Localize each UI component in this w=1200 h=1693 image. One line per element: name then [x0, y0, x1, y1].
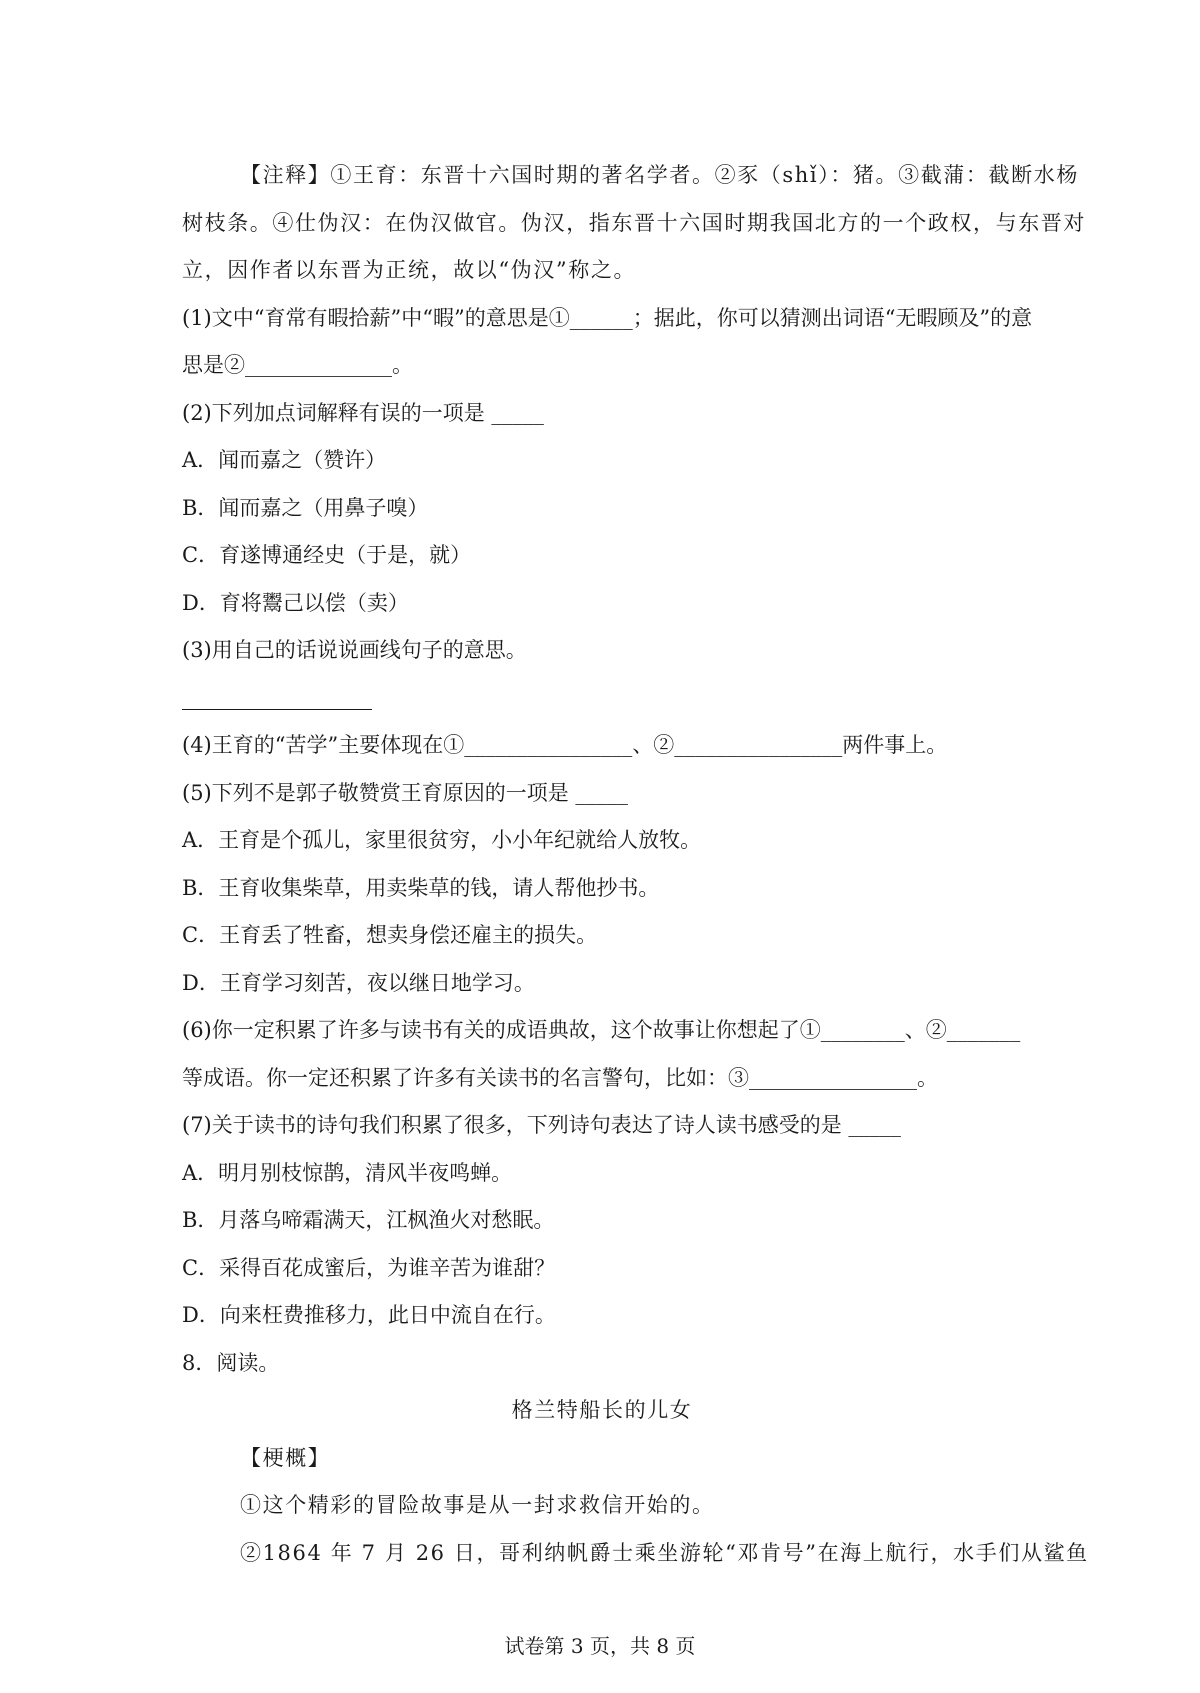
question-8-heading: 8．阅读。 — [182, 1350, 280, 1375]
question-5-option-b: B．王育收集柴草，用卖柴草的钱，请人帮他抄书。 — [182, 875, 660, 900]
passage-paragraph-2: ②1864 年 7 月 26 日，哥利纳帆爵士乘坐游轮“邓肯号”在海上航行，水手们从鲨鱼 — [240, 1540, 1089, 1565]
question-2-option-a: A．闻而嘉之（赞许） — [182, 448, 387, 472]
question-7-option-c: C．采得百花成蜜后，为谁辛苦为谁甜？ — [182, 1255, 556, 1280]
question-5-option-c: C．王育丢了牲畜，想卖身偿还雇主的损失。 — [182, 923, 598, 947]
question-5-stem: (5)下列不是郭子敬赞赏王育原因的一项是 _____ — [182, 780, 628, 805]
synopsis-label: 【梗概】 — [240, 1445, 331, 1470]
question-2-stem: (2)下列加点词解释有误的一项是 _____ — [182, 400, 544, 425]
passage-paragraph-1: ①这个精彩的冒险故事是从一封求救信开始的。 — [240, 1493, 715, 1517]
page-footer: 试卷第 3 页，共 8 页 — [504, 1634, 696, 1658]
question-7-stem: (7)关于读书的诗句我们积累了很多，下列诗句表达了诗人读书感受的是 _____ — [182, 1113, 901, 1137]
question-2-option-c: C．育遂博通经史（于是，就） — [182, 543, 472, 567]
question-3-stem: (3)用自己的话说说画线句子的意思。 — [182, 638, 527, 662]
question-1-line-1: (1)文中“育常有暇拾薪”中“暇”的意思是①______；据此，你可以猜测出词语“无暇顾及”的意 — [182, 305, 1033, 330]
annotation-line-3: 立，因作者以东晋为正统，故以“伪汉”称之。 — [182, 258, 637, 282]
question-2-option-b: B．闻而嘉之（用鼻子嗅） — [182, 495, 429, 520]
question-7-option-d: D．向来枉费推移力，此日中流自在行。 — [182, 1303, 556, 1327]
annotation-line-1: 【注释】①王育：东晋十六国时期的著名学者。②豕（shǐ）：猪。③截蒲：截断水杨 — [240, 163, 1079, 187]
page-content — [182, 152, 1089, 1577]
question-7-option-b: B．月落乌啼霜满天，江枫渔火对愁眠。 — [182, 1208, 555, 1232]
question-3-answer-line — [182, 675, 372, 723]
question-2-option-d: D．育将鬻己以偿（卖） — [182, 590, 409, 615]
passage-title: 格兰特船长的儿女 — [511, 1398, 693, 1422]
question-6-line-2: 等成语。你一定还积累了许多有关读书的名言警句，比如：③________________。 — [182, 1065, 938, 1090]
question-1-line-2: 思是②______________。 — [182, 353, 413, 377]
question-5-option-d: D．王育学习刻苦，夜以继日地学习。 — [182, 970, 535, 995]
question-5-option-a: A．王育是个孤儿，家里很贫穷，小小年纪就给人放牧。 — [182, 828, 702, 852]
question-6-line-1: (6)你一定积累了许多与读书有关的成语典故，这个故事让你想起了①________、②_______ — [182, 1018, 1021, 1042]
question-4-stem: (4)王育的“苦学”主要体现在①________________、②________________两件事上。 — [182, 733, 948, 757]
question-7-option-a: A．明月别枝惊鹊，清风半夜鸣蝉。 — [182, 1160, 513, 1185]
annotation-line-2: 树枝条。④仕伪汉：在伪汉做官。伪汉，指东晋十六国时期我国北方的一个政权，与东晋对 — [182, 210, 1086, 235]
